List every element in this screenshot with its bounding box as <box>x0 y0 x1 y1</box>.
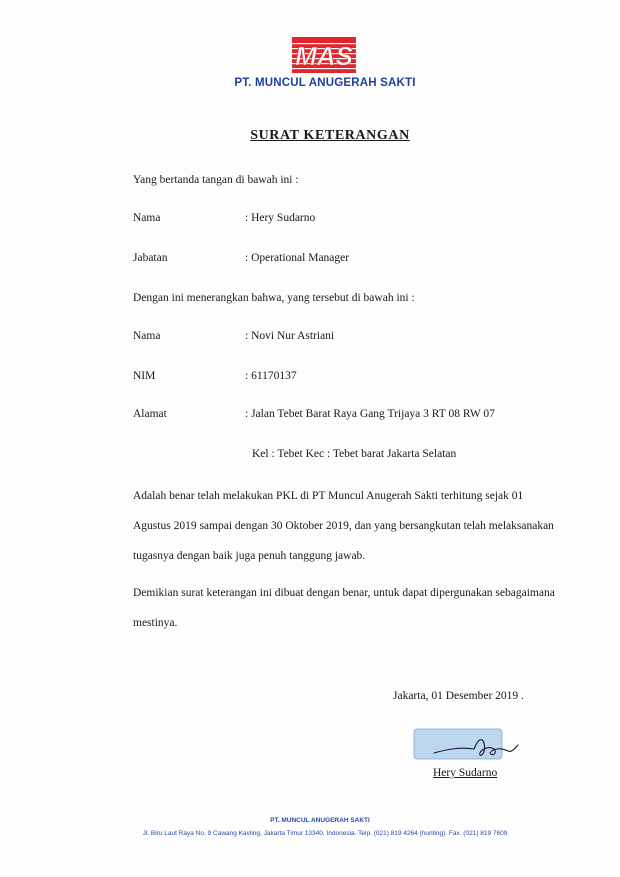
student-address-label: Alamat <box>133 408 167 420</box>
student-nim-value: : 61170137 <box>245 370 297 382</box>
footer-company: PT. MUNCUL ANUGERAH SAKTI <box>270 817 370 824</box>
statement-text: Dengan ini menerangkan bahwa, yang tersebut di bawah ini : <box>133 292 415 304</box>
body-paragraph: Adalah benar telah melakukan PKL di PT Muncul Anugerah Sakti terhitung sejak 01 Agustus 2019 sampai dengan 30 Oktober 2019, dan yang bersangkutan telah melaksanakan tugasnya dengan baik juga penuh tanggung jawab. <box>133 490 554 562</box>
intro-text: Yang bertanda tangan di bawah ini : <box>133 174 299 186</box>
footer-address: Jl. Biru Laut Raya No. 9 Cawang Kavling, Jakarta Timur 13340, Indonesia. Telp. (021) 819 4264 (hunting). Fax. (021) 819 7609 <box>142 830 508 837</box>
student-address-line2: Kel : Tebet Kec : Tebet barat Jakarta Selatan <box>252 448 457 460</box>
student-address-value: : Jalan Tebet Barat Raya Gang Trijaya 3 RT 08 RW 07 <box>245 408 495 420</box>
handwritten-signature <box>430 733 520 763</box>
logo-text: MAS <box>295 41 353 71</box>
student-nim-label: NIM <box>133 370 156 382</box>
signer-name: Hery Sudarno <box>433 767 498 779</box>
student-name-value: : Novi Nur Astriani <box>245 330 335 342</box>
closing-paragraph: Demikian surat keterangan ini dibuat dengan benar, untuk dapat dipergunakan sebagaimana mestinya. <box>133 587 555 629</box>
document-title: SURAT KETERANGAN <box>250 128 410 143</box>
signatory-position-value: : Operational Manager <box>245 252 350 264</box>
place-date: Jakarta, 01 Desember 2019 . <box>393 690 524 702</box>
signatory-name-label: Nama <box>133 212 161 224</box>
company-logo <box>292 37 356 73</box>
company-name: PT. MUNCUL ANUGERAH SAKTI <box>234 77 416 89</box>
signatory-position-label: Jabatan <box>133 252 168 264</box>
student-name-label: Nama <box>133 330 161 342</box>
signatory-name-value: : Hery Sudarno <box>245 212 316 224</box>
